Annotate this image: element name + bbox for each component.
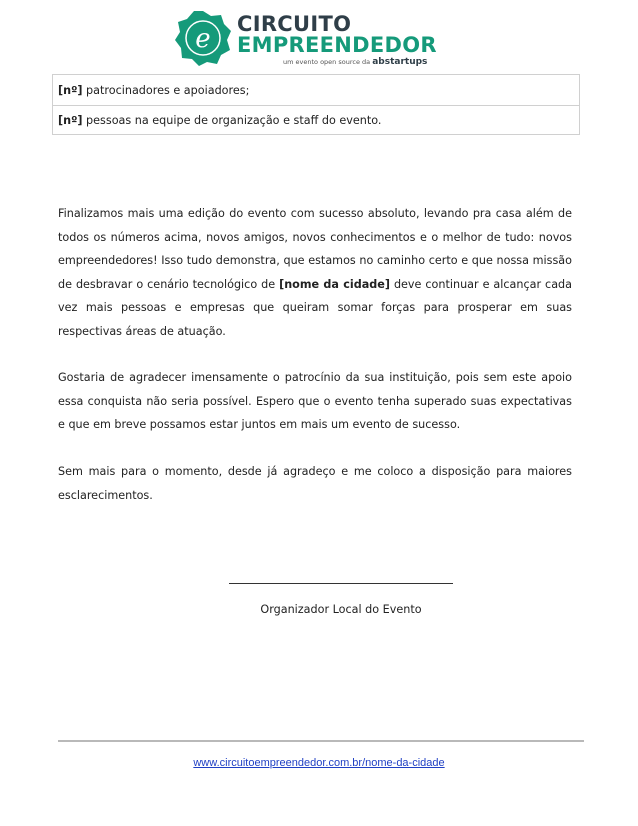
footer-divider xyxy=(58,740,584,742)
logo-title-line1: CIRCUITO xyxy=(237,12,352,36)
logo-tagline-brand: abstartups xyxy=(372,57,428,67)
logo-tagline: um evento open source da abstartups xyxy=(283,57,428,67)
signature-line xyxy=(229,583,453,584)
circuito-empreendedor-logo xyxy=(175,10,437,70)
signature-label: Organizador Local do Evento xyxy=(260,603,422,616)
logo-title-line2: EMPREENDEDOR xyxy=(237,33,437,57)
footer-website-link[interactable]: www.circuitoempreendedor.com.br/nome-da-cidade xyxy=(193,757,445,769)
table-cell: [nº] patrocinadores e apoiadores; xyxy=(53,75,580,106)
table-row xyxy=(53,75,580,106)
table-cell: [nº] pessoas na equipe de organização e staff do evento. xyxy=(53,106,580,135)
paragraph-closing-summary: Finalizamos mais uma edição do evento com sucesso absoluto, levando pra casa além de todos os números acima, novos amigos, novos conhecimentos e o melhor de tudo: novos empreendedores! Isso tudo demonstra, que estamos no caminho certo e que nossa missão de desbravar o cenário tecnológico de [nome da cidade] deve continuar e alcançar cada vez mais pessoas e empresas que queiram somar forças para prosperar em suas respectivas áreas de atuação. xyxy=(58,207,573,338)
logo-badge-icon xyxy=(175,10,231,66)
stats-table xyxy=(52,74,580,135)
svg-text:e: e xyxy=(195,24,211,54)
paragraph-thanks: Gostaria de agradecer imensamente o patrocínio da sua instituição, pois sem este apoio essa conquista não seria possível. Espero que o evento tenha superado suas expectativas e que em breve possamos estar juntos em mais um evento de sucesso. xyxy=(58,371,572,431)
count-placeholder: [nº] xyxy=(58,83,83,97)
count-placeholder: [nº] xyxy=(58,113,83,127)
table-row xyxy=(53,106,580,135)
city-placeholder: [nome da cidade] xyxy=(279,277,390,291)
paragraph-closing: Sem mais para o momento, desde já agradeço e me coloco a disposição para maiores esclarecimentos. xyxy=(58,465,572,502)
